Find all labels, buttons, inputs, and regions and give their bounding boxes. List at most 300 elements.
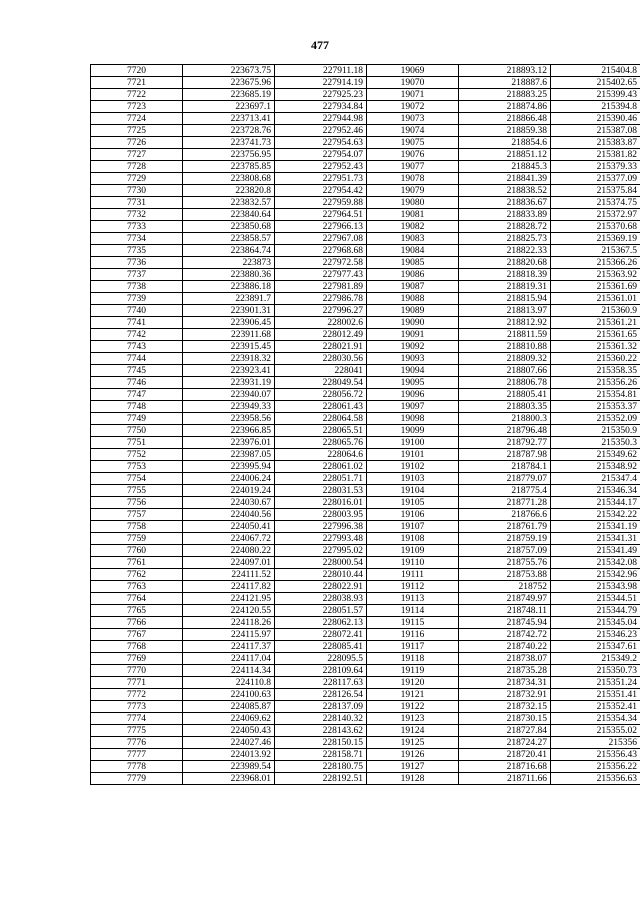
table-row (91, 197, 640, 209)
cell-x-a: 224027.46 (183, 737, 275, 749)
cell-y-a: 228095.5 (275, 653, 367, 665)
cell-point-id-b: 19091 (367, 329, 459, 341)
cell-y-b: 215344.17 (551, 497, 640, 509)
cell-y-a: 227952.46 (275, 125, 367, 137)
cell-point-id-a: 7730 (91, 185, 183, 197)
cell-x-a: 223850.68 (183, 221, 275, 233)
cell-point-id-b: 19089 (367, 305, 459, 317)
cell-x-b: 218761.79 (459, 521, 551, 533)
cell-y-b: 215383.87 (551, 137, 640, 149)
cell-point-id-b: 19116 (367, 629, 459, 641)
cell-y-b: 215342.22 (551, 509, 640, 521)
cell-x-b: 218836.67 (459, 197, 551, 209)
cell-y-a: 228051.71 (275, 473, 367, 485)
cell-x-a: 224117.37 (183, 641, 275, 653)
cell-y-a: 228056.72 (275, 389, 367, 401)
cell-point-id-a: 7759 (91, 533, 183, 545)
cell-y-b: 215345.04 (551, 617, 640, 629)
cell-point-id-a: 7751 (91, 437, 183, 449)
cell-x-b: 218854.6 (459, 137, 551, 149)
cell-y-a: 227972.58 (275, 257, 367, 269)
cell-y-b: 215349.2 (551, 653, 640, 665)
cell-y-a: 227996.27 (275, 305, 367, 317)
table-row (91, 425, 640, 437)
table-row (91, 605, 640, 617)
cell-y-a: 228041 (275, 365, 367, 377)
cell-point-id-b: 19098 (367, 413, 459, 425)
cell-x-a: 223685.19 (183, 89, 275, 101)
cell-x-a: 224111.52 (183, 569, 275, 581)
cell-point-id-b: 19086 (367, 269, 459, 281)
cell-x-b: 218828.72 (459, 221, 551, 233)
cell-x-a: 224117.82 (183, 581, 275, 593)
cell-y-b: 215402.65 (551, 77, 640, 89)
cell-point-id-a: 7757 (91, 509, 183, 521)
cell-y-a: 227954.42 (275, 185, 367, 197)
cell-x-b: 218841.39 (459, 173, 551, 185)
table-row (91, 449, 640, 461)
cell-x-a: 223880.36 (183, 269, 275, 281)
cell-point-id-b: 19078 (367, 173, 459, 185)
cell-y-b: 215387.08 (551, 125, 640, 137)
cell-point-id-b: 19073 (367, 113, 459, 125)
cell-x-b: 218845.3 (459, 161, 551, 173)
cell-y-a: 227954.07 (275, 149, 367, 161)
table-row (91, 125, 640, 137)
table-row (91, 173, 640, 185)
cell-y-a: 228012.49 (275, 329, 367, 341)
cell-point-id-a: 7739 (91, 293, 183, 305)
cell-y-a: 227967.08 (275, 233, 367, 245)
table-row (91, 689, 640, 701)
cell-y-b: 215346.23 (551, 629, 640, 641)
cell-x-a: 224120.55 (183, 605, 275, 617)
table-row (91, 533, 640, 545)
cell-point-id-b: 19084 (367, 245, 459, 257)
cell-x-b: 218810.88 (459, 341, 551, 353)
cell-point-id-a: 7732 (91, 209, 183, 221)
cell-x-b: 218825.73 (459, 233, 551, 245)
cell-y-b: 215351.41 (551, 689, 640, 701)
cell-x-b: 218822.33 (459, 245, 551, 257)
cell-y-a: 228061.02 (275, 461, 367, 473)
cell-point-id-a: 7763 (91, 581, 183, 593)
cell-point-id-b: 19111 (367, 569, 459, 581)
table-row (91, 401, 640, 413)
cell-point-id-a: 7774 (91, 713, 183, 725)
cell-point-id-b: 19076 (367, 149, 459, 161)
table-row (91, 713, 640, 725)
cell-y-a: 227914.19 (275, 77, 367, 89)
cell-y-b: 215360.9 (551, 305, 640, 317)
table-row (91, 773, 640, 785)
cell-y-a: 228064.6 (275, 449, 367, 461)
table-row (91, 341, 640, 353)
cell-point-id-b: 19074 (367, 125, 459, 137)
cell-x-a: 224114.34 (183, 665, 275, 677)
cell-x-a: 224110.8 (183, 677, 275, 689)
cell-x-b: 218833.89 (459, 209, 551, 221)
cell-x-a: 224117.04 (183, 653, 275, 665)
cell-point-id-b: 19110 (367, 557, 459, 569)
cell-x-b: 218775.4 (459, 485, 551, 497)
cell-x-b: 218887.6 (459, 77, 551, 89)
table-row (91, 305, 640, 317)
cell-x-a: 224085.87 (183, 701, 275, 713)
table-row (91, 293, 640, 305)
cell-x-b: 218787.98 (459, 449, 551, 461)
cell-point-id-a: 7761 (91, 557, 183, 569)
cell-point-id-b: 19109 (367, 545, 459, 557)
cell-x-b: 218807.66 (459, 365, 551, 377)
cell-y-b: 215346.34 (551, 485, 640, 497)
cell-x-a: 224067.72 (183, 533, 275, 545)
cell-x-b: 218711.66 (459, 773, 551, 785)
cell-x-a: 223995.94 (183, 461, 275, 473)
cell-point-id-b: 19090 (367, 317, 459, 329)
cell-point-id-a: 7727 (91, 149, 183, 161)
cell-y-a: 227981.89 (275, 281, 367, 293)
cell-y-a: 227951.73 (275, 173, 367, 185)
cell-x-b: 218859.38 (459, 125, 551, 137)
table-row (91, 437, 640, 449)
cell-point-id-b: 19101 (367, 449, 459, 461)
cell-y-b: 215352.09 (551, 413, 640, 425)
cell-point-id-a: 7776 (91, 737, 183, 749)
cell-point-id-b: 19121 (367, 689, 459, 701)
cell-y-a: 227964.51 (275, 209, 367, 221)
cell-y-a: 227966.13 (275, 221, 367, 233)
cell-x-b: 218720.41 (459, 749, 551, 761)
cell-y-a: 227996.38 (275, 521, 367, 533)
cell-x-a: 223966.85 (183, 425, 275, 437)
cell-x-a: 223949.33 (183, 401, 275, 413)
cell-y-a: 227959.88 (275, 197, 367, 209)
cell-y-a: 228031.53 (275, 485, 367, 497)
cell-x-b: 218735.28 (459, 665, 551, 677)
cell-point-id-a: 7740 (91, 305, 183, 317)
cell-point-id-b: 19095 (367, 377, 459, 389)
cell-x-a: 223911.68 (183, 329, 275, 341)
cell-y-a: 228180.75 (275, 761, 367, 773)
cell-point-id-a: 7744 (91, 353, 183, 365)
cell-y-a: 227977.43 (275, 269, 367, 281)
cell-point-id-a: 7749 (91, 413, 183, 425)
table-row (91, 257, 640, 269)
cell-point-id-a: 7733 (91, 221, 183, 233)
cell-x-a: 223673.75 (183, 65, 275, 77)
cell-y-a: 228030.56 (275, 353, 367, 365)
cell-x-b: 218811.59 (459, 329, 551, 341)
coordinates-table (90, 64, 640, 785)
cell-y-a: 228109.64 (275, 665, 367, 677)
cell-y-a: 228051.57 (275, 605, 367, 617)
cell-x-a: 223864.74 (183, 245, 275, 257)
cell-point-id-a: 7724 (91, 113, 183, 125)
cell-point-id-b: 19096 (367, 389, 459, 401)
cell-x-a: 224097.01 (183, 557, 275, 569)
cell-point-id-b: 19118 (367, 653, 459, 665)
cell-x-a: 224069.62 (183, 713, 275, 725)
cell-point-id-a: 7756 (91, 497, 183, 509)
cell-x-b: 218883.25 (459, 89, 551, 101)
cell-point-id-b: 19115 (367, 617, 459, 629)
table-row (91, 725, 640, 737)
cell-x-b: 218866.48 (459, 113, 551, 125)
cell-x-b: 218757.09 (459, 545, 551, 557)
cell-x-b: 218716.68 (459, 761, 551, 773)
cell-x-a: 224050.43 (183, 725, 275, 737)
table-row (91, 377, 640, 389)
table-row (91, 185, 640, 197)
cell-y-a: 228158.71 (275, 749, 367, 761)
cell-y-b: 215390.46 (551, 113, 640, 125)
cell-point-id-a: 7754 (91, 473, 183, 485)
cell-x-a: 223931.19 (183, 377, 275, 389)
cell-x-a: 223820.8 (183, 185, 275, 197)
cell-x-a: 224013.92 (183, 749, 275, 761)
cell-y-a: 227925.23 (275, 89, 367, 101)
table-row (91, 665, 640, 677)
cell-y-a: 227911.18 (275, 65, 367, 77)
cell-y-a: 228021.91 (275, 341, 367, 353)
cell-point-id-b: 19097 (367, 401, 459, 413)
cell-x-b: 218803.35 (459, 401, 551, 413)
cell-point-id-b: 19092 (367, 341, 459, 353)
table-row (91, 77, 640, 89)
cell-x-b: 218749.97 (459, 593, 551, 605)
cell-point-id-a: 7767 (91, 629, 183, 641)
cell-y-b: 215341.31 (551, 533, 640, 545)
cell-y-b: 215379.33 (551, 161, 640, 173)
cell-x-b: 218818.39 (459, 269, 551, 281)
cell-x-b: 218805.41 (459, 389, 551, 401)
table-row (91, 221, 640, 233)
cell-y-b: 215369.19 (551, 233, 640, 245)
cell-y-b: 215353.37 (551, 401, 640, 413)
cell-x-a: 224115.97 (183, 629, 275, 641)
cell-point-id-a: 7753 (91, 461, 183, 473)
cell-x-b: 218792.77 (459, 437, 551, 449)
cell-x-a: 223901.31 (183, 305, 275, 317)
cell-point-id-a: 7737 (91, 269, 183, 281)
cell-point-id-a: 7778 (91, 761, 183, 773)
cell-point-id-a: 7772 (91, 689, 183, 701)
cell-point-id-b: 19120 (367, 677, 459, 689)
cell-y-a: 228150.15 (275, 737, 367, 749)
cell-y-b: 215367.5 (551, 245, 640, 257)
cell-point-id-b: 19071 (367, 89, 459, 101)
cell-y-b: 215347.61 (551, 641, 640, 653)
cell-y-a: 228016.01 (275, 497, 367, 509)
cell-y-b: 215372.97 (551, 209, 640, 221)
cell-x-b: 218755.76 (459, 557, 551, 569)
cell-y-a: 228137.09 (275, 701, 367, 713)
cell-x-b: 218874.86 (459, 101, 551, 113)
cell-point-id-a: 7768 (91, 641, 183, 653)
cell-point-id-a: 7725 (91, 125, 183, 137)
cell-point-id-a: 7766 (91, 617, 183, 629)
cell-point-id-b: 19081 (367, 209, 459, 221)
table-row (91, 149, 640, 161)
cell-x-a: 223976.01 (183, 437, 275, 449)
page-number: 477 (311, 38, 329, 52)
cell-y-a: 228002.6 (275, 317, 367, 329)
cell-x-a: 223915.45 (183, 341, 275, 353)
cell-point-id-a: 7770 (91, 665, 183, 677)
table-row (91, 89, 640, 101)
cell-x-b: 218732.91 (459, 689, 551, 701)
cell-y-a: 228117.63 (275, 677, 367, 689)
cell-y-a: 228085.41 (275, 641, 367, 653)
table-row (91, 485, 640, 497)
cell-x-b: 218779.07 (459, 473, 551, 485)
cell-point-id-a: 7722 (91, 89, 183, 101)
cell-point-id-a: 7723 (91, 101, 183, 113)
cell-x-a: 224030.67 (183, 497, 275, 509)
cell-point-id-a: 7734 (91, 233, 183, 245)
cell-point-id-b: 19114 (367, 605, 459, 617)
cell-x-b: 218727.84 (459, 725, 551, 737)
cell-y-b: 215344.79 (551, 605, 640, 617)
cell-y-b: 215356.63 (551, 773, 640, 785)
cell-x-b: 218734.31 (459, 677, 551, 689)
table-row (91, 161, 640, 173)
cell-point-id-b: 19128 (367, 773, 459, 785)
table-row (91, 209, 640, 221)
cell-x-a: 223968.01 (183, 773, 275, 785)
cell-x-a: 223989.54 (183, 761, 275, 773)
table-row (91, 737, 640, 749)
cell-point-id-b: 19093 (367, 353, 459, 365)
cell-point-id-a: 7743 (91, 341, 183, 353)
table-row (91, 269, 640, 281)
cell-y-b: 215356.43 (551, 749, 640, 761)
cell-y-b: 215374.75 (551, 197, 640, 209)
cell-point-id-a: 7721 (91, 77, 183, 89)
cell-x-b: 218796.48 (459, 425, 551, 437)
cell-x-a: 223785.85 (183, 161, 275, 173)
cell-point-id-b: 19106 (367, 509, 459, 521)
cell-y-b: 215356 (551, 737, 640, 749)
cell-point-id-b: 19100 (367, 437, 459, 449)
cell-point-id-b: 19122 (367, 701, 459, 713)
table-row (91, 413, 640, 425)
cell-x-a: 224080.22 (183, 545, 275, 557)
cell-point-id-a: 7742 (91, 329, 183, 341)
table-row (91, 65, 640, 77)
cell-point-id-a: 7755 (91, 485, 183, 497)
cell-point-id-b: 19103 (367, 473, 459, 485)
cell-point-id-a: 7748 (91, 401, 183, 413)
cell-x-b: 218806.78 (459, 377, 551, 389)
cell-point-id-a: 7769 (91, 653, 183, 665)
cell-point-id-b: 19083 (367, 233, 459, 245)
table-row (91, 353, 640, 365)
cell-point-id-a: 7726 (91, 137, 183, 149)
cell-y-a: 227954.63 (275, 137, 367, 149)
cell-y-a: 227944.98 (275, 113, 367, 125)
table-row (91, 245, 640, 257)
cell-y-b: 215394.8 (551, 101, 640, 113)
cell-point-id-b: 19108 (367, 533, 459, 545)
cell-x-b: 218893.12 (459, 65, 551, 77)
cell-y-b: 215358.35 (551, 365, 640, 377)
cell-x-a: 223886.18 (183, 281, 275, 293)
cell-point-id-a: 7752 (91, 449, 183, 461)
cell-y-a: 228022.91 (275, 581, 367, 593)
cell-x-b: 218784.1 (459, 461, 551, 473)
cell-y-b: 215361.21 (551, 317, 640, 329)
cell-y-b: 215361.69 (551, 281, 640, 293)
table-row (91, 641, 640, 653)
cell-x-b: 218838.52 (459, 185, 551, 197)
cell-y-a: 228126.54 (275, 689, 367, 701)
cell-point-id-b: 19080 (367, 197, 459, 209)
cell-y-b: 215375.84 (551, 185, 640, 197)
cell-point-id-b: 19107 (367, 521, 459, 533)
cell-x-b: 218851.12 (459, 149, 551, 161)
cell-point-id-a: 7760 (91, 545, 183, 557)
cell-y-a: 228065.51 (275, 425, 367, 437)
cell-y-b: 215344.51 (551, 593, 640, 605)
cell-point-id-a: 7741 (91, 317, 183, 329)
cell-x-a: 223987.05 (183, 449, 275, 461)
cell-y-b: 215356.26 (551, 377, 640, 389)
cell-point-id-a: 7764 (91, 593, 183, 605)
cell-point-id-a: 7720 (91, 65, 183, 77)
cell-x-b: 218759.19 (459, 533, 551, 545)
cell-x-a: 223756.95 (183, 149, 275, 161)
cell-point-id-b: 19082 (367, 221, 459, 233)
cell-x-a: 223918.32 (183, 353, 275, 365)
table-row (91, 389, 640, 401)
cell-x-a: 223808.68 (183, 173, 275, 185)
cell-x-a: 224100.63 (183, 689, 275, 701)
cell-point-id-a: 7777 (91, 749, 183, 761)
cell-y-b: 215350.9 (551, 425, 640, 437)
cell-x-b: 218738.07 (459, 653, 551, 665)
cell-y-b: 215361.01 (551, 293, 640, 305)
table-row (91, 497, 640, 509)
cell-y-b: 215348.92 (551, 461, 640, 473)
cell-y-a: 228000.54 (275, 557, 367, 569)
cell-point-id-b: 19127 (367, 761, 459, 773)
cell-x-b: 218753.88 (459, 569, 551, 581)
table-row (91, 629, 640, 641)
cell-x-b: 218748.11 (459, 605, 551, 617)
cell-x-a: 223891.7 (183, 293, 275, 305)
cell-y-b: 215350.3 (551, 437, 640, 449)
cell-y-a: 228062.13 (275, 617, 367, 629)
cell-y-b: 215350.73 (551, 665, 640, 677)
cell-y-b: 215341.49 (551, 545, 640, 557)
cell-y-a: 227995.02 (275, 545, 367, 557)
cell-y-a: 228065.76 (275, 437, 367, 449)
table-row (91, 677, 640, 689)
table-row (91, 329, 640, 341)
table-row (91, 461, 640, 473)
cell-x-a: 223728.76 (183, 125, 275, 137)
cell-x-b: 218819.31 (459, 281, 551, 293)
cell-point-id-b: 19102 (367, 461, 459, 473)
cell-point-id-a: 7731 (91, 197, 183, 209)
cell-x-a: 223858.57 (183, 233, 275, 245)
cell-y-b: 215356.22 (551, 761, 640, 773)
cell-point-id-a: 7729 (91, 173, 183, 185)
cell-point-id-a: 7746 (91, 377, 183, 389)
cell-y-a: 227986.78 (275, 293, 367, 305)
